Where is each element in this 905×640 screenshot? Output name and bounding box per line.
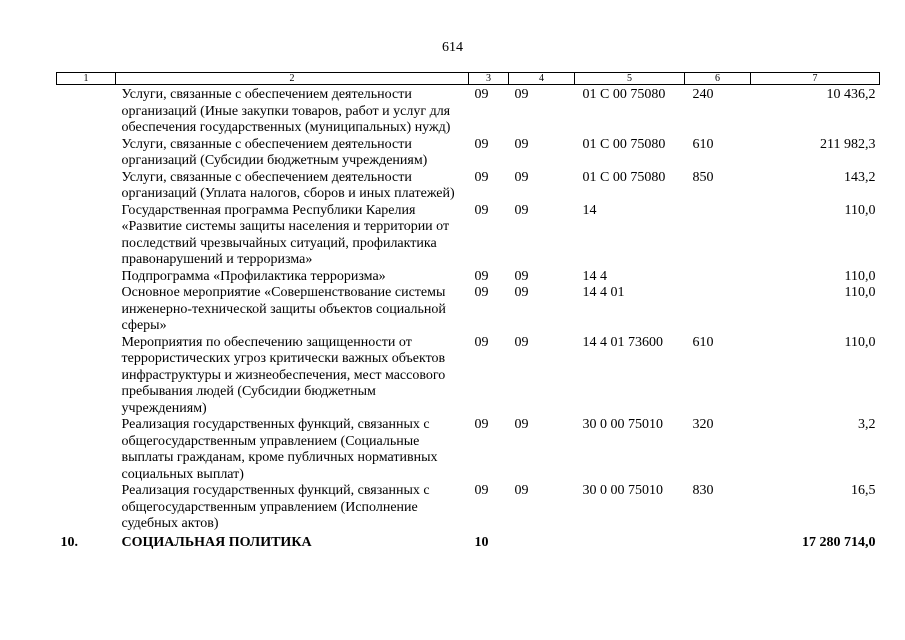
row-target-article: 14 4 01	[582, 285, 625, 300]
row-section: 09	[474, 202, 489, 218]
row-subsection: 09	[514, 334, 529, 350]
row-target-article: 01 С 00 75080	[582, 136, 666, 152]
row-amount: 110,0	[844, 268, 876, 284]
column-header: 2	[116, 73, 469, 85]
row-section: 09	[474, 169, 489, 185]
row-expense-type: 320	[692, 417, 714, 432]
row-name: Подпрограмма «Профилактика терроризма»	[121, 268, 386, 284]
row-number	[57, 170, 116, 203]
row-amount: 3,2	[858, 417, 876, 432]
table-row	[57, 533, 880, 552]
budget-table	[56, 72, 880, 551]
row-target-article: 14 4	[582, 268, 607, 284]
row-number	[57, 483, 116, 533]
row-name: Реализация государственных функций, связанных с общегосударственным управлением (Исполнение судебных актов)	[121, 483, 430, 531]
row-section: 09	[474, 136, 489, 152]
row-section: 09	[474, 483, 489, 498]
page-number: 614	[442, 40, 463, 55]
row-amount: 110,0	[844, 285, 876, 300]
row-target-article: 14	[582, 202, 597, 218]
table-row	[57, 203, 880, 269]
table-body	[57, 85, 880, 552]
row-name: Реализация государственных функций, связанных с общегосударственным управлением (Социальные выплаты гражданам, кроме публичных нормативных социальных выплат)	[121, 417, 438, 482]
row-amount: 110,0	[844, 202, 876, 218]
row-name: Основное мероприятие «Совершенствование системы инженерно-технической защиты объектов социальной сферы»	[121, 285, 446, 333]
table-row	[57, 483, 880, 533]
row-amount: 143,2	[844, 169, 876, 185]
row-section: 09	[474, 285, 489, 300]
column-header: 7	[751, 73, 880, 85]
row-target-article: 01 С 00 75080	[582, 169, 666, 185]
row-expense-type: 850	[692, 169, 714, 185]
table-row	[57, 335, 880, 418]
row-name: СОЦИАЛЬНАЯ ПОЛИТИКА	[121, 534, 312, 550]
row-amount: 16,5	[851, 483, 876, 498]
row-number	[57, 335, 116, 418]
table-row	[57, 170, 880, 203]
row-expense-type	[685, 533, 751, 552]
row-subsection: 09	[514, 417, 529, 432]
row-subsection	[509, 533, 575, 552]
row-target-article: 30 0 00 75010	[582, 417, 663, 432]
row-number	[57, 269, 116, 286]
row-section: 10	[474, 534, 489, 550]
column-header: 3	[469, 73, 509, 85]
row-expense-type: 610	[692, 136, 714, 152]
row-amount: 211 982,3	[820, 136, 876, 152]
row-name: Услуги, связанные с обеспечением деятельности организаций (Иные закупки товаров, работ и услуг для обеспечения государственных (муниципальных) нужд)	[121, 87, 451, 135]
table-row	[57, 137, 880, 170]
row-number	[57, 203, 116, 269]
table-row	[57, 417, 880, 483]
row-section: 09	[474, 334, 489, 350]
row-amount: 110,0	[844, 334, 876, 350]
row-subsection: 09	[514, 483, 529, 498]
row-subsection: 09	[514, 285, 529, 300]
row-number	[57, 285, 116, 335]
table-row	[57, 285, 880, 335]
row-subsection: 09	[514, 202, 529, 218]
row-name: Мероприятия по обеспечению защищенности от террористических угроз критически важных объектов инфраструктуры и жизнеобеспечения, мест массового пребывания людей (Субсидии бюджетным учреждениям)	[121, 334, 446, 416]
row-number	[57, 417, 116, 483]
table-row	[57, 85, 880, 137]
column-header: 1	[57, 73, 116, 85]
row-expense-type	[685, 269, 751, 286]
column-header: 5	[575, 73, 685, 85]
row-target-article: 01 С 00 75080	[582, 87, 666, 102]
row-expense-type: 240	[692, 87, 714, 102]
table-row	[57, 269, 880, 286]
column-header: 6	[685, 73, 751, 85]
row-section: 09	[474, 87, 489, 102]
row-target-article	[575, 533, 685, 552]
column-header: 4	[509, 73, 575, 85]
row-amount: 10 436,2	[826, 87, 876, 102]
row-expense-type	[685, 285, 751, 335]
row-number: 10.	[60, 534, 78, 550]
row-subsection: 09	[514, 268, 529, 284]
row-number	[57, 137, 116, 170]
row-section: 09	[474, 417, 489, 432]
row-amount: 17 280 714,0	[802, 534, 876, 550]
row-subsection: 09	[514, 136, 529, 152]
row-name: Государственная программа Республики Карелия «Развитие системы защиты населения и территории от последствий чрезвычайных ситуаций, профилактика правонарушений и терроризма»	[121, 202, 450, 267]
table-header	[57, 73, 880, 85]
row-subsection: 09	[514, 87, 529, 102]
row-target-article: 30 0 00 75010	[582, 483, 663, 498]
row-name: Услуги, связанные с обеспечением деятельности организаций (Субсидии бюджетным учреждениям)	[121, 136, 428, 168]
row-expense-type	[685, 203, 751, 269]
row-number	[57, 85, 116, 137]
row-target-article: 14 4 01 73600	[582, 334, 663, 350]
row-section: 09	[474, 268, 489, 284]
row-expense-type: 610	[692, 334, 714, 350]
row-subsection: 09	[514, 169, 529, 185]
row-expense-type: 830	[692, 483, 714, 498]
row-name: Услуги, связанные с обеспечением деятельности организаций (Уплата налогов, сборов и иных платежей)	[121, 169, 455, 201]
